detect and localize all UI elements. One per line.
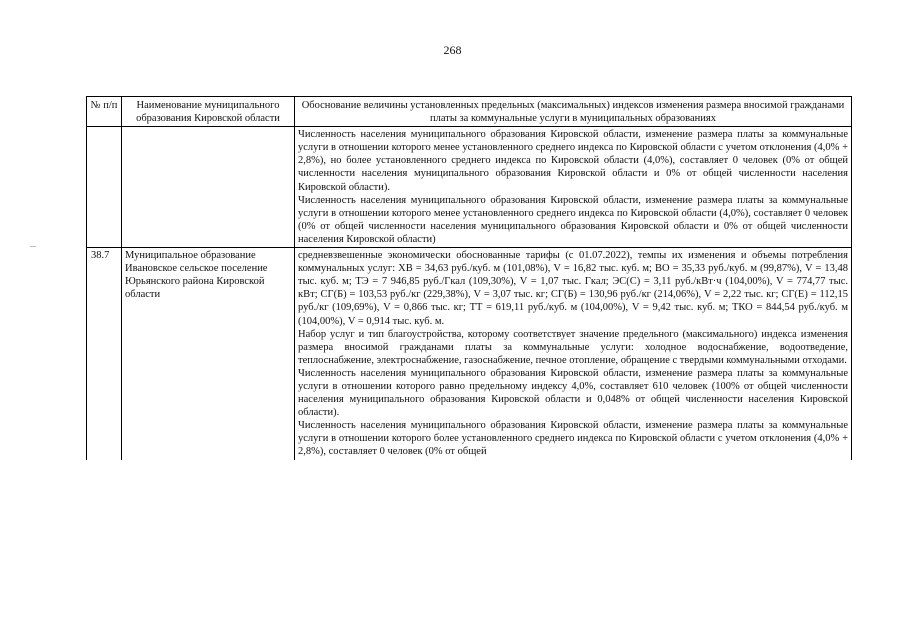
services-paragraph: Набор услуг и тип благоустройства, которому соответствует значение предельного (максимального) индекса изменения размера вносимой гражданами платы за коммунальные услуги: холодное водоснабжение, водоотведение, теплоснабжение, электроснабжение, газоснабжение, печное отопление, обращение с твердыми коммунальными отходами. [298,328,848,366]
row-name-empty [122,127,295,248]
scan-mark [30,246,36,247]
table-row-continuation [87,127,852,248]
population-paragraph: Численность населения муниципального образования Кировской области, изменение размера платы за коммунальные услуги в отношении которого равно предельному индексу 4,0%, составляет 610 человек (100% от общей численности населения муниципального образования Кировской области и 0,048% от общей численности населения Кировской области). [298,367,848,419]
row-municipality-name: Муниципальное образование Ивановское сельское поселение Юрьянского района Кировской области [122,248,295,460]
basis-paragraph: Численность населения муниципального образования Кировской области, изменение размера платы за коммунальные услуги в отношении которого менее установленного среднего индекса по Кировской области с учетом отклонения (4,0% + 2,8%), но более установленного среднего индекса по Кировской области (4,0%), составляет 0 человек (0% от общей численности населения муниципального образования Кировской области и 0% от общей численности населения Кировской области). [298,129,848,193]
row-number-empty [87,127,122,248]
page-number: 268 [443,43,462,57]
header-number: № п/п [87,97,122,127]
basis-paragraph: Численность населения муниципального образования Кировской области, изменение размера платы за коммунальные услуги в отношении которого менее установленного среднего индекса по Кировской области (4,0%), составляет 0 человек (0% от общей численности населения муниципального образования Кировской области и 0% от общей численности населения Кировской области) [298,194,848,245]
row-basis [295,248,852,460]
table-header-row [87,97,852,127]
header-municipality-name: Наименование муниципального образования Кировской области [122,97,295,127]
row-basis [295,127,852,248]
indices-table [86,96,852,460]
population-paragraph: Численность населения муниципального образования Кировской области, изменение размера платы за коммунальные услуги в отношении которого более установленного среднего индекса по Кировской области с учетом отклонения (4,0% + 2,8%), составляет 0 человек (0% от общей [298,420,848,458]
tariffs-paragraph: средневзвешенные экономически обоснованные тарифы (с 01.07.2022), темпы их изменения и объемы потребления коммунальных услуг: ХВ = 34,63 руб./куб. м (101,08%), V = 16,82 тыс. куб. м; ВО = 35,33 руб./куб. м (99,87%), V = 13,48 тыс. куб. м; ТЭ = 7 946,85 руб./Гкал (109,30%), V = 1,07 тыс. Гкал; ЭС(С) = 3,11 руб./кВт·ч (104,00%), V = 774,77 тыс. кВт; СГ(Б) = 103,53 руб./кг (229,38%), V = 3,07 тыс. кг; СГ(Б) = 130,96 руб./кг (214,06%), V = 2,22 тыс. кг; СГ(Е) = 112,15 руб./кг (109,69%), V = 0,866 тыс. кг; ТТ = 619,11 руб./куб. м (104,00%), V = 9,42 тыс. куб. м; ТКО = 844,54 руб./куб. м (104,00%), V = 0,914 тыс. куб. м. [298,250,848,327]
row-number: 38.7 [87,248,122,460]
header-basis: Обоснование величины установленных предельных (максимальных) индексов изменения размера вносимой гражданами платы за коммунальные услуги в муниципальных образованиях [295,97,852,127]
table-row-38-7 [87,248,852,460]
